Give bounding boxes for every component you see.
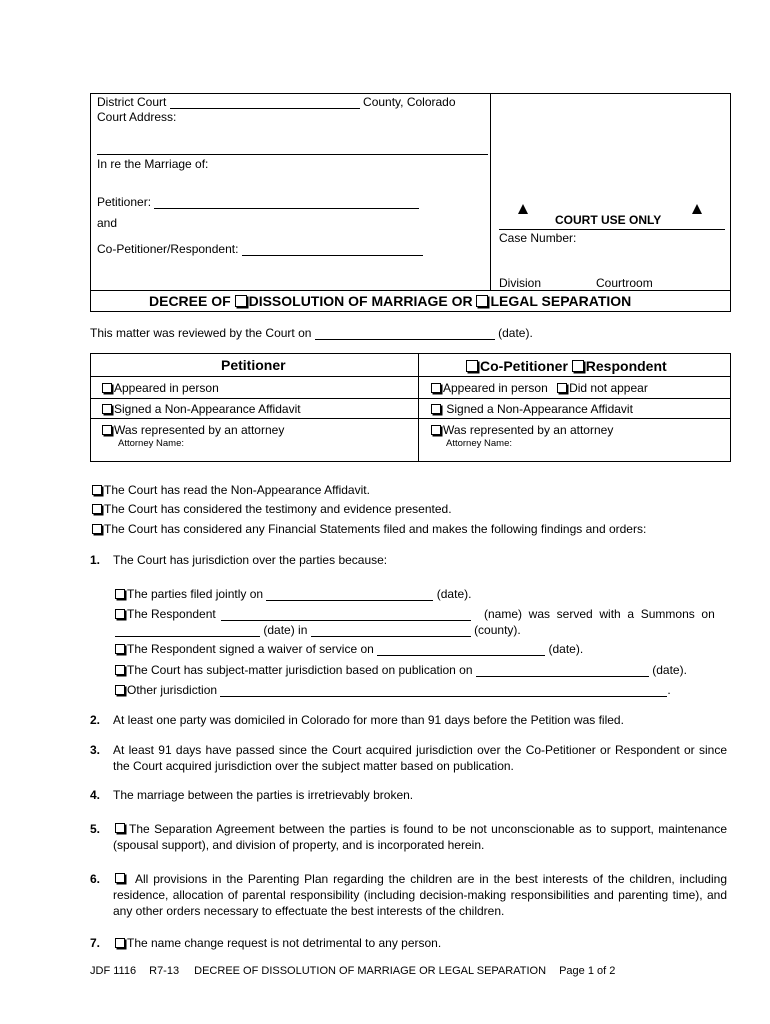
petitioner-name-field[interactable]	[154, 196, 419, 209]
finding-4-number: 4.	[90, 788, 101, 802]
waiver-date-field[interactable]	[377, 643, 545, 656]
legal-separation-checkbox[interactable]	[476, 295, 488, 307]
court-check-affidavit-checkbox[interactable]	[92, 485, 102, 495]
case-number-label[interactable]: Case Number:	[499, 231, 577, 245]
publication-checkbox[interactable]	[115, 665, 125, 675]
review-prefix: This matter was reviewed by the Court on	[90, 326, 312, 340]
right-signed-row	[431, 402, 633, 416]
joint-filing-label: The parties filed jointly on	[127, 587, 264, 601]
left-attorney-label: Was represented by an attorney	[114, 423, 285, 437]
co-petitioner-label: Co-Petitioner/Respondent:	[97, 242, 239, 256]
court-use-only: COURT USE ONLY	[555, 213, 662, 227]
title-top-border	[90, 290, 731, 291]
jurisdiction-publication	[115, 663, 687, 677]
footer	[90, 965, 615, 977]
jurisdiction-other	[115, 683, 671, 697]
footer-revision: R7-13	[149, 965, 180, 977]
publication-date-field[interactable]	[476, 664, 649, 677]
joint-filing-date-suffix: (date).	[436, 587, 472, 601]
petitioner-line	[97, 195, 419, 209]
review-line	[90, 326, 533, 340]
court-check-financial-checkbox[interactable]	[92, 524, 102, 534]
left-appeared-label: Appeared in person	[114, 381, 219, 395]
court-check-affidavit	[92, 483, 370, 497]
table-row-rule	[90, 398, 731, 399]
division-label[interactable]: Division	[499, 276, 542, 290]
served-name-field[interactable]	[221, 608, 471, 621]
finding-6-number: 6.	[90, 872, 101, 886]
county-name-field[interactable]	[170, 96, 360, 109]
joint-filing-date-field[interactable]	[266, 588, 433, 601]
right-attorney-checkbox[interactable]	[431, 425, 441, 435]
jurisdiction-served-b	[115, 623, 521, 637]
court-check-testimony-checkbox[interactable]	[92, 504, 102, 514]
review-date-field[interactable]	[315, 327, 495, 340]
respondent-checkbox[interactable]	[572, 360, 584, 372]
waiver-date-suffix: (date).	[548, 642, 584, 656]
left-appeared-checkbox[interactable]	[102, 383, 112, 393]
right-appeared-checkbox[interactable]	[431, 383, 441, 393]
finding-5-number: 5.	[90, 822, 101, 836]
jurisdiction-served-a	[115, 607, 471, 621]
court-address-label: Court Address:	[97, 110, 177, 124]
finding-2-number: 2.	[90, 713, 101, 727]
title-prefix: DECREE OF	[149, 293, 231, 309]
up-triangle-icon	[692, 204, 702, 214]
served-date-in-label: (date) in	[263, 623, 308, 637]
right-signed-label: Signed a Non-Appearance Affidavit	[446, 402, 633, 416]
court-check-testimony-label: The Court has considered the testimony and evidence presented.	[104, 502, 452, 516]
table-divider	[418, 353, 419, 462]
finding-7-number: 7.	[90, 936, 101, 950]
waiver-checkbox[interactable]	[115, 644, 125, 654]
served-summons-label: (name) was served with a Summons on	[484, 607, 715, 621]
decree-title	[149, 293, 631, 309]
finding-1-number: 1.	[90, 553, 101, 567]
title-option-separation: LEGAL SEPARATION	[490, 293, 632, 309]
left-signed-row	[102, 402, 301, 416]
other-jurisdiction-period: .	[667, 683, 671, 697]
right-did-not-appear-label: Did not appear	[569, 381, 648, 395]
publication-label: The Court has subject-matter jurisdiction based on publication on	[127, 663, 473, 677]
finding-5-text: The Separation Agreement between the parties is found to be not unconscionable as to support, maintenance (spousal support), and division of property, and is incorporated herein.	[113, 822, 727, 852]
served-respondent-label: The Respondent	[127, 607, 216, 621]
dissolution-checkbox[interactable]	[235, 295, 247, 307]
served-checkbox[interactable]	[115, 609, 125, 619]
finding-6-text: All provisions in the Parenting Plan regarding the children are in the best interests of the children, including residence, allocation of parental responsibility (including decision-making responsibilities and parenting time), and any other orders necessary to effectuate the best interests of the children.	[113, 872, 727, 918]
finding-3-number: 3.	[90, 743, 101, 757]
right-appeared-label: Appeared in person	[443, 381, 548, 395]
joint-filing-checkbox[interactable]	[115, 589, 125, 599]
respondent-header: Respondent	[585, 358, 667, 374]
right-attorney-label: Was represented by an attorney	[443, 423, 614, 437]
co-petitioner-header: Co-Petitioner	[480, 358, 568, 374]
county-suffix: County, Colorado	[363, 95, 456, 109]
courtroom-label[interactable]: Courtroom	[596, 276, 653, 290]
review-suffix: (date).	[498, 326, 533, 340]
co-petitioner-respondent-header	[466, 358, 667, 374]
right-attorney-row	[431, 423, 613, 437]
served-date-field[interactable]	[115, 624, 260, 637]
finding-1-text: The Court has jurisdiction over the parties because:	[113, 553, 388, 567]
waiver-label: The Respondent signed a waiver of service on	[127, 642, 374, 656]
court-check-affidavit-label: The Court has read the Non-Appearance Affidavit.	[104, 483, 370, 497]
right-appeared-row	[431, 381, 648, 395]
table-row-rule	[90, 418, 731, 419]
jurisdiction-waiver	[115, 642, 583, 656]
title-option-dissolution: DISSOLUTION OF MARRIAGE OR	[248, 293, 473, 309]
up-triangle-icon	[518, 204, 528, 214]
co-petitioner-name-field[interactable]	[242, 243, 423, 256]
right-did-not-appear-checkbox[interactable]	[557, 383, 567, 393]
finding-7-row	[115, 936, 441, 950]
district-court-label: District Court	[97, 95, 167, 109]
petitioner-label: Petitioner:	[97, 195, 152, 209]
right-attorney-name-label[interactable]: Attorney Name:	[446, 438, 512, 449]
served-county-suffix: (county).	[474, 623, 521, 637]
finding-7-checkbox[interactable]	[115, 938, 125, 948]
left-attorney-checkbox[interactable]	[102, 425, 112, 435]
finding-2-text: At least one party was domiciled in Colorado for more than 91 days before the Petition was filed.	[113, 713, 624, 727]
served-county-field[interactable]	[311, 624, 471, 637]
and-label: and	[97, 216, 118, 230]
publication-date-suffix: (date).	[652, 663, 687, 677]
other-jurisdiction-checkbox[interactable]	[115, 685, 125, 695]
left-appeared-row	[102, 381, 219, 395]
left-attorney-name-label[interactable]: Attorney Name:	[118, 438, 184, 449]
jurisdiction-joint	[115, 587, 471, 601]
caption-divider	[490, 93, 491, 291]
left-signed-label: Signed a Non-Appearance Affidavit	[114, 402, 301, 416]
footer-form-id: JDF 1116	[90, 965, 137, 977]
court-check-testimony	[92, 502, 452, 516]
court-check-financial	[92, 522, 646, 536]
finding-4-text: The marriage between the parties is irretrievably broken.	[113, 788, 414, 802]
footer-page: Page 1 of 2	[559, 965, 616, 977]
district-court-line	[97, 95, 456, 109]
other-jurisdiction-label: Other jurisdiction	[127, 683, 218, 697]
court-use-rule	[499, 229, 725, 230]
co-petitioner-line	[97, 242, 423, 256]
court-check-financial-label: The Court has considered any Financial Statements filed and makes the following findings and orders:	[104, 522, 647, 536]
in-re-label: In re the Marriage of:	[97, 157, 209, 171]
petitioner-header: Petitioner	[221, 357, 286, 373]
finding-7-text: The name change request is not detrimental to any person.	[127, 936, 442, 950]
footer-form-title: DECREE OF DISSOLUTION OF MARRIAGE OR LEGAL SEPARATION	[194, 965, 547, 977]
right-signed-checkbox[interactable]	[431, 404, 441, 414]
other-jurisdiction-field[interactable]	[220, 684, 667, 697]
court-address-field[interactable]	[97, 154, 488, 155]
table-header-rule	[90, 376, 731, 377]
co-petitioner-checkbox[interactable]	[466, 360, 478, 372]
finding-3-text: At least 91 days have passed since the Court acquired jurisdiction over the Co-Petitioner or Respondent or since the Court acquired jurisdiction over the subject matter based on publication.	[113, 743, 727, 773]
left-signed-checkbox[interactable]	[102, 404, 112, 414]
left-attorney-row	[102, 423, 284, 437]
